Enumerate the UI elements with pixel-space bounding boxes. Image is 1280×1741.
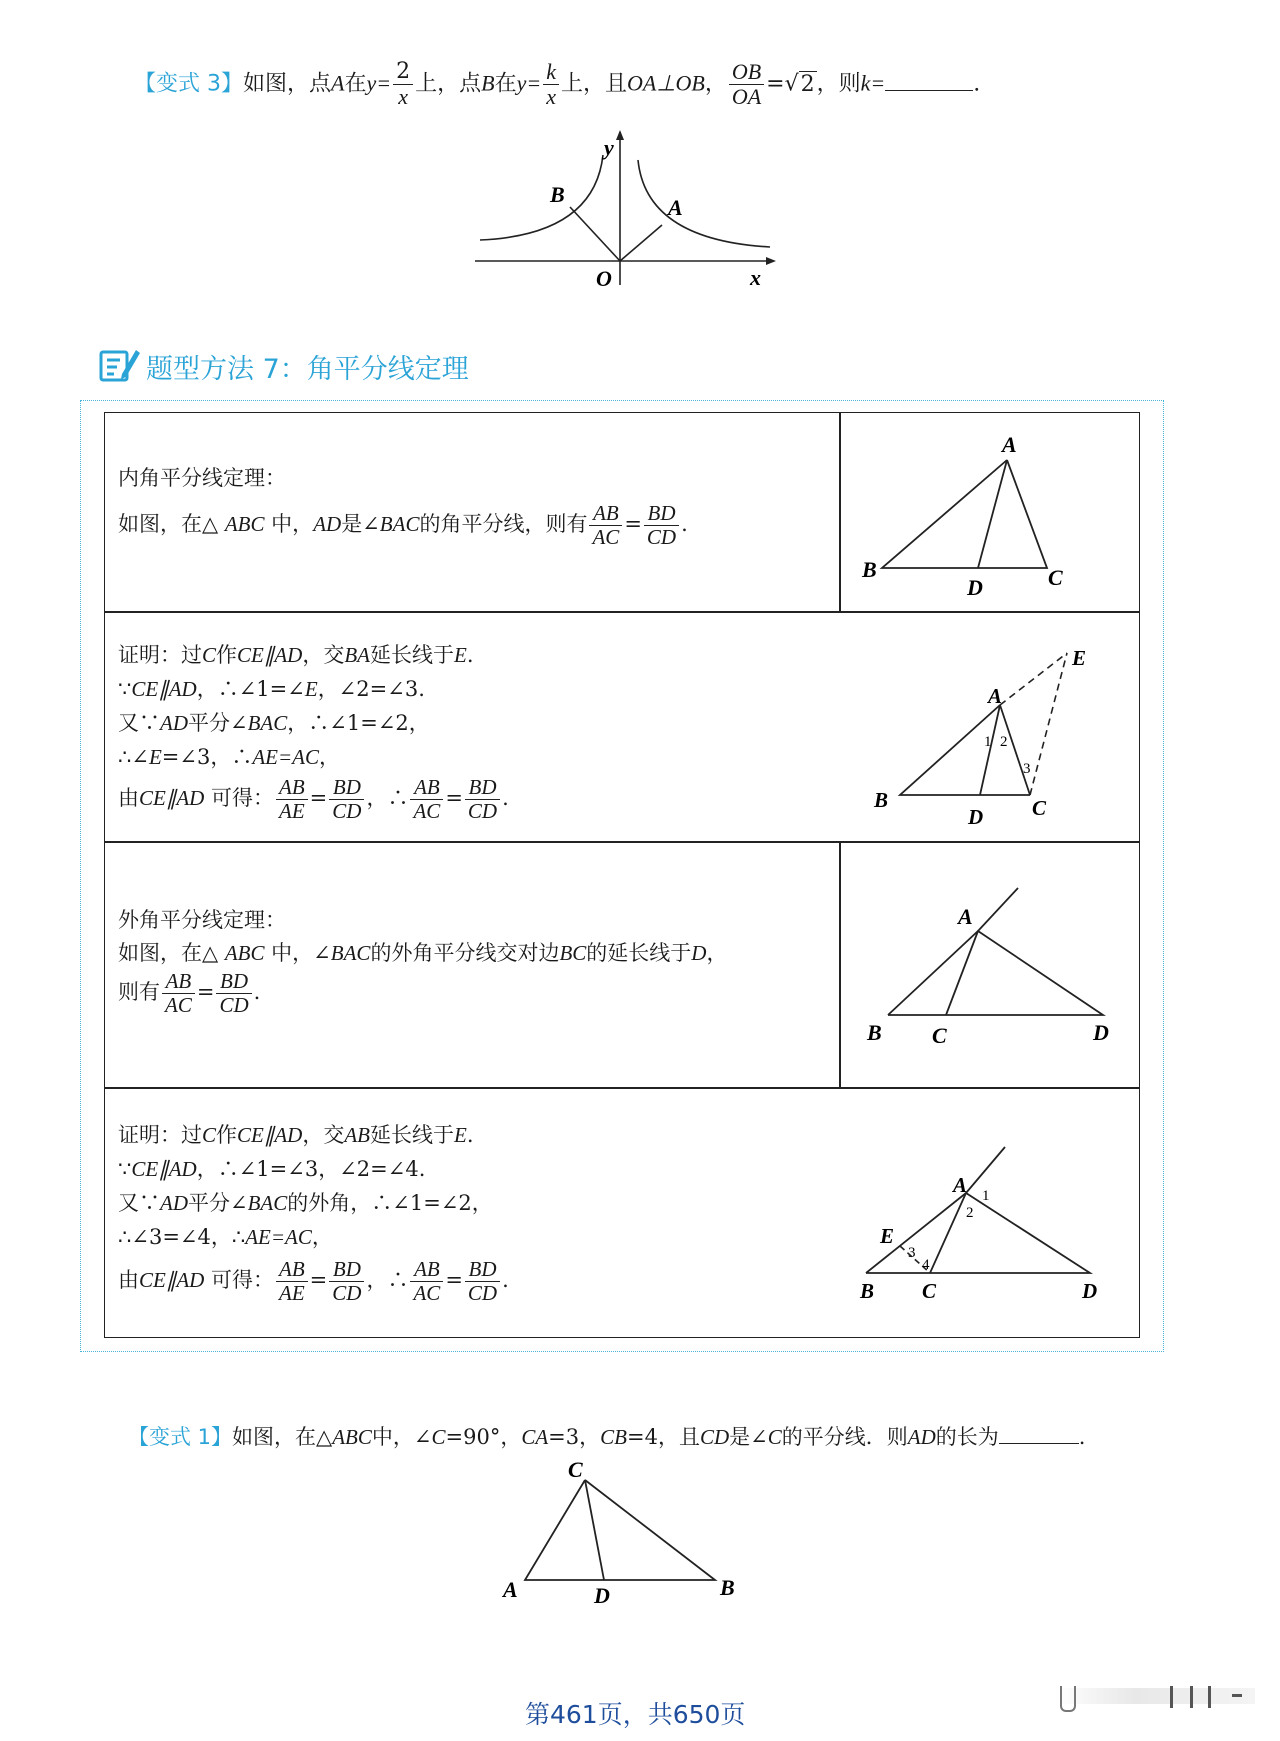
question-variant-3: 【变式 3】如图，点A在y= $\frac{2}{x}$ 上，点B在y= $\frac{k}{x}$ 上，且OA⊥OB， $\frac{OB}{OA}$ =√2，则k= . — [134, 59, 981, 110]
fraction: $\frac{AB}{AE}$ — [276, 776, 308, 823]
triangle-abc — [882, 460, 1047, 568]
fraction: $\frac{BD}{CD}$ — [216, 970, 251, 1017]
triangle-abc — [525, 1480, 715, 1580]
label-b: B — [860, 1279, 875, 1303]
inner-proof-text: 证明：过C作CE∥AD，交BA延长线于E. ∵CE∥AD，∴∠1=∠E，∠2=∠3. 又∵AD平分∠BAC，∴∠1=∠2， ∴∠E=∠3，∴AE=AC， — [118, 643, 474, 769]
label-c: C — [1032, 796, 1047, 820]
fraction: $\frac{BD}{CD}$ — [329, 776, 364, 823]
angle-2-label: 2 — [966, 1205, 974, 1221]
y-axis-arrow — [616, 130, 624, 140]
label-b: B — [874, 788, 889, 812]
triangle-abc — [900, 705, 1030, 795]
fraction: $\frac{OB}{OA}$ — [729, 60, 764, 109]
label-b: B — [862, 557, 877, 582]
extension-ba — [966, 1147, 1005, 1193]
fraction: $\frac{AB}{AC}$ — [410, 776, 443, 823]
variant-tag: 【变式 3】 — [134, 71, 243, 97]
fraction: $\frac{BD}{CD}$ — [329, 1258, 364, 1305]
segment-ac — [946, 931, 978, 1015]
segment-ac — [1000, 705, 1030, 795]
label-e: E — [1072, 646, 1087, 670]
page-counter: 第461页，共650页 — [525, 1700, 746, 1729]
variant-tag: 【变式 1】 — [128, 1425, 233, 1449]
bar-icon — [1170, 1686, 1173, 1708]
segment-ad — [980, 705, 1000, 795]
label-a: A — [1002, 432, 1017, 457]
label-o: O — [596, 266, 612, 290]
segment-ad — [978, 460, 1007, 568]
label-c: C — [1048, 565, 1063, 590]
outer-theorem-result: 则有 $\frac{AB}{AC}$ = $\frac{BD}{CD}$ . — [118, 969, 261, 1018]
angle-4-label: 4 — [922, 1257, 930, 1273]
label-x: x — [750, 265, 761, 290]
label-b: B — [720, 1575, 735, 1600]
hyperbola-figure — [470, 130, 780, 290]
angle-3-label: 3 — [908, 1245, 916, 1261]
note-icon — [98, 346, 142, 384]
label-a: A — [988, 684, 1003, 708]
segment-oa — [620, 225, 662, 261]
outer-theorem-heading: 外角平分线定理： — [118, 908, 286, 932]
label-y: y — [604, 135, 614, 160]
answer-blank — [885, 72, 973, 91]
bar-icon — [1190, 1686, 1193, 1708]
label-d: D — [1082, 1279, 1098, 1303]
fraction: $\frac{AB}{AC}$ — [410, 1258, 443, 1305]
answer-blank — [999, 1425, 1079, 1444]
dash-icon — [1232, 1694, 1242, 1697]
inner-proof-figure — [860, 635, 1130, 835]
right-triangle-figure — [490, 1455, 750, 1605]
label-c: C — [932, 1023, 947, 1048]
fraction: $\frac{k}{x}$ — [543, 60, 559, 109]
section-title: 题型方法 7：角平分线定理 — [146, 354, 469, 385]
segment-ob — [570, 207, 620, 261]
fraction: $\frac{BD}{CD}$ — [465, 776, 500, 823]
label-d: D — [967, 575, 983, 600]
angle-1-label: 1 — [984, 734, 992, 750]
label-e: E — [880, 1224, 895, 1248]
outer-proof-text: 证明：过C作CE∥AD，交AB延长线于E. ∵CE∥AD，∴∠1=∠3，∠2=∠4. 又∵AD平分∠BAC的外角，∴∠1=∠2， ∴∠3=∠4，∴AE=AC， — [118, 1123, 493, 1249]
angle-1-label: 1 — [982, 1188, 990, 1204]
outer-bisector-figure — [850, 880, 1130, 1060]
extension-ba — [978, 888, 1018, 931]
triangle-abd — [866, 1193, 1090, 1273]
label-d: D — [1093, 1020, 1109, 1045]
label-d: D — [594, 1583, 610, 1605]
label-b: B — [550, 182, 565, 207]
inner-bisector-figure — [850, 425, 1130, 605]
label-c: C — [568, 1457, 583, 1482]
fraction: $\frac{AB}{AC}$ — [162, 970, 195, 1017]
segment-ae-dashed — [1000, 653, 1067, 705]
fraction: $\frac{BD}{CD}$ — [644, 502, 679, 549]
inner-proof-conclusion: 由CE∥AD 可得： $\frac{AB}{AE}$ = $\frac{BD}{CD}$ ，∴ $\frac{AB}{AC}$ = $\frac{BD}{CD}$ . — [118, 775, 509, 824]
label-b: B — [867, 1020, 882, 1045]
outer-theorem-statement: 如图，在△ ABC 中，∠BAC的外角平分线交对边BC的延长线于D， — [118, 941, 728, 965]
curve-left — [480, 155, 603, 240]
inner-theorem-heading: 内角平分线定理： — [118, 466, 286, 490]
label-c: C — [922, 1279, 937, 1303]
sqrt-sign: √ — [784, 71, 799, 97]
x-axis-arrow — [766, 257, 776, 265]
fraction: $\frac{AB}{AC}$ — [589, 502, 622, 549]
question-variant-1: 【变式 1】如图，在△ABC中，∠C=90°，CA=3，CB=4，且CD是∠C的平分线．则AD的长为 . — [128, 1425, 1086, 1449]
triangle-abd — [888, 931, 1103, 1015]
label-a: A — [958, 904, 973, 929]
segment-ac — [930, 1193, 966, 1273]
fraction: $\frac{BD}{CD}$ — [465, 1258, 500, 1305]
bar-icon — [1208, 1686, 1211, 1708]
curve-right — [638, 160, 770, 247]
inner-theorem-statement: 如图，在△ ABC 中，AD是∠BAC的角平分线，则有 $\frac{AB}{AC}$ = $\frac{BD}{CD}$ . — [118, 501, 688, 550]
outer-proof-conclusion: 由CE∥AD 可得： $\frac{AB}{AE}$ = $\frac{BD}{CD}$ ，∴ $\frac{AB}{AC}$ = $\frac{BD}{CD}$ . — [118, 1257, 509, 1306]
label-d: D — [968, 805, 984, 829]
outer-proof-figure — [850, 1130, 1130, 1310]
fraction: $\frac{AB}{AE}$ — [276, 1258, 308, 1305]
angle-3-label: 3 — [1023, 761, 1031, 777]
scroll-handle-icon[interactable] — [1060, 1686, 1076, 1712]
segment-cd — [585, 1480, 604, 1580]
angle-2-label: 2 — [1000, 734, 1008, 750]
scroll-shadow — [1055, 1688, 1255, 1704]
fraction: $\frac{2}{x}$ — [393, 60, 413, 109]
label-a: A — [668, 195, 683, 220]
label-a: A — [503, 1577, 518, 1602]
label-a: A — [953, 1173, 968, 1197]
segment-ce-dashed — [1030, 653, 1067, 795]
